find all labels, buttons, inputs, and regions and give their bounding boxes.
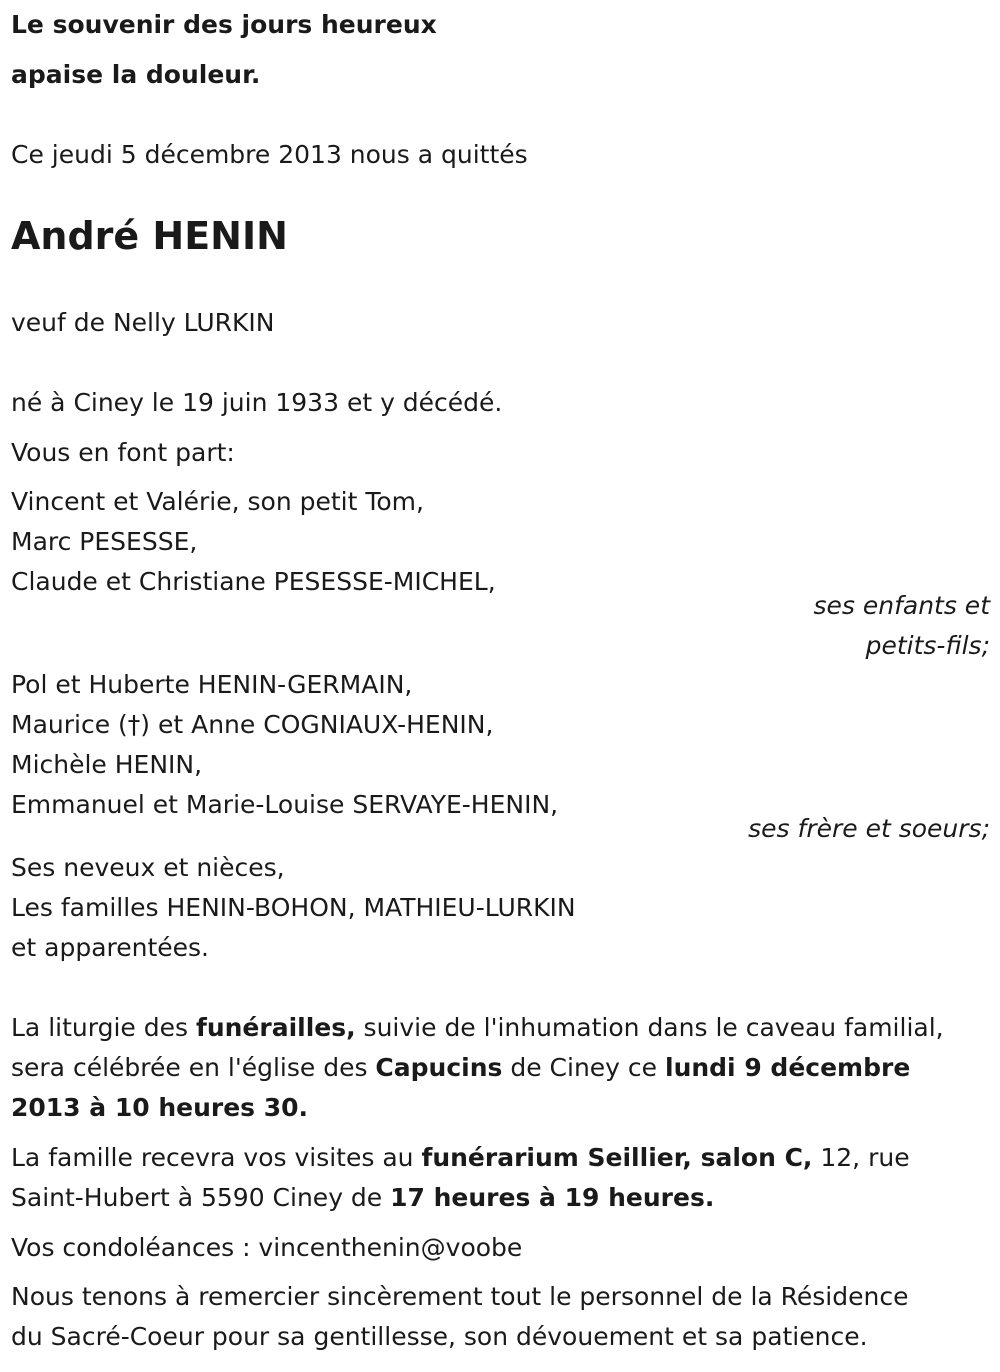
family-member: et apparentées. xyxy=(11,933,209,962)
condolences-line: Vos condoléances : vincenthenin@voobe xyxy=(11,1233,523,1262)
funeral-line-3: 2013 à 10 heures 30. xyxy=(11,1093,309,1122)
visits-line-2: Saint-Hubert à 5590 Ciney de 17 heures à 19 heures. xyxy=(11,1183,715,1212)
spouse-line: veuf de Nelly LURKIN xyxy=(11,308,275,337)
family-role: ses frère et soeurs; xyxy=(748,814,990,843)
family-member: Marc PESESSE, xyxy=(11,527,198,556)
family-member: Vincent et Valérie, son petit Tom, xyxy=(11,487,424,516)
family-member: Ses neveux et nièces, xyxy=(11,853,285,882)
motto-line-1: Le souvenir des jours heureux xyxy=(11,10,437,39)
thanks-line-1: Nous tenons à remercier sincèrement tout le personnel de la Résidence xyxy=(11,1282,909,1311)
family-member: Les familles HENIN-BOHON, MATHIEU-LURKIN xyxy=(11,893,576,922)
announce-line: Vous en font part: xyxy=(11,438,235,467)
deceased-name: André HENIN xyxy=(11,214,288,258)
family-member: Claude et Christiane PESESSE-MICHEL, xyxy=(11,567,496,596)
funeral-line-1: La liturgie des funérailles, suivie de l'inhumation dans le caveau familial, xyxy=(11,1013,944,1042)
family-member: Maurice (†) et Anne COGNIAUX-HENIN, xyxy=(11,710,494,739)
family-role: petits-fils; xyxy=(865,631,990,660)
visits-line-1: La famille recevra vos visites au funérarium Seillier, salon C, 12, rue xyxy=(11,1143,910,1172)
motto-line-2: apaise la douleur. xyxy=(11,60,261,89)
family-role: ses enfants et xyxy=(813,591,990,620)
death-announcement: Ce jeudi 5 décembre 2013 nous a quittés xyxy=(11,140,528,169)
thanks-line-2: du Sacré-Coeur pour sa gentillesse, son dévouement et sa patience. xyxy=(11,1322,868,1351)
family-member: Emmanuel et Marie-Louise SERVAYE-HENIN, xyxy=(11,790,559,819)
birth-line: né à Ciney le 19 juin 1933 et y décédé. xyxy=(11,388,503,417)
funeral-line-2: sera célébrée en l'église des Capucins de Ciney ce lundi 9 décembre xyxy=(11,1053,911,1082)
family-member: Pol et Huberte HENIN-GERMAIN, xyxy=(11,670,413,699)
family-member: Michèle HENIN, xyxy=(11,750,203,779)
